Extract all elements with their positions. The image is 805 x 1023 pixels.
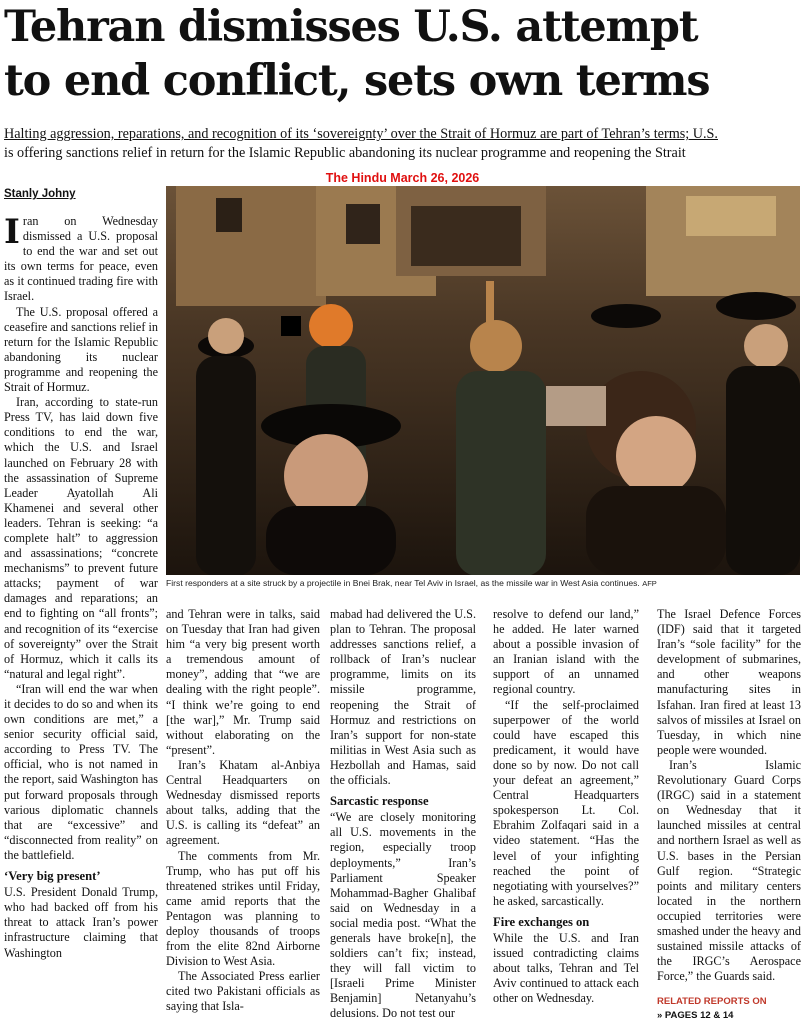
standfirst	[4, 125, 802, 163]
byline: Stanly Johny	[4, 188, 76, 200]
article-column-3	[330, 607, 476, 1022]
related-reports-label: RELATED REPORTS ON	[657, 996, 767, 1007]
dateline: The Hindu March 26, 2026	[325, 171, 480, 185]
photo-credit: AFP	[642, 579, 657, 588]
headline	[4, 0, 804, 108]
paragraph: resolve to defend our land,” he added. He later warned about a possible invasion of an Iranian island with the support of an unnamed regional country.	[493, 607, 639, 697]
paragraph: The Israel Defence Forces (IDF) said that it targeted Iran’s “sole facility” for the development of submarines, and other weapons manufacturing sites in Isfahan. Iran fired at least 13 salvos of missiles at Israel on Tuesday, in which nine people were wounded.	[657, 607, 801, 757]
paragraph: U.S. President Donald Trump, who had backed off from his threat to attack Iran’s power infrastructure claiming that Washington	[4, 885, 158, 960]
article-column-4	[493, 607, 639, 1006]
headline-line-2: to end conflict, sets own terms	[4, 56, 710, 106]
news-photo-illustration	[166, 186, 800, 575]
paragraph: mabad had delivered the U.S. plan to Tehran. The proposal addresses sanctions relief, a rollback of Iran’s nuclear programme, limits on its missile programme, reopening the Strait of Hormuz and restrictions on Iran’s support for non-state militias in West Asia such as Hezbollah and Hamas, said the officials.	[330, 607, 476, 788]
caption-text: First responders at a site struck by a projectile in Bnei Brak, near Tel Aviv in Israel, as the missile war in West Asia continues.	[166, 578, 640, 588]
news-photo	[166, 186, 800, 575]
article-column-2	[166, 607, 320, 1015]
paragraph: The comments from Mr. Trump, who has put off his threatened strikes until Friday, came amid reports that the Pentagon was planning to deploy thousands of troops from the elite 82nd Airborne Division to West Asia.	[166, 848, 320, 969]
drop-cap: I	[4, 212, 20, 252]
lead-paragraph	[4, 214, 158, 305]
paragraph: While the U.S. and Iran issued contradicting claims about talks, Tehran and Tel Aviv continued to attack each other on Wednesday.	[493, 930, 639, 1006]
standfirst-line-1: Halting aggression, reparations, and recognition of its ‘sovereignty’ over the Strait of Hormuz are part of Tehran’s terms; U.S.	[4, 126, 718, 142]
subheading: ‘Very big present’	[4, 869, 101, 884]
related-pages-link[interactable]: » PAGES 12 & 14	[657, 1010, 734, 1021]
paragraph: and Tehran were in talks, said on Tuesday that Iran had given him “a very big present worth a tremendous amount of money”, adding that “we are dealing with the right people”. “I think we’re going to end [the war],” Mr. Trump said without elaborating on the “present”.	[166, 607, 320, 757]
paragraph: “We are closely monitoring all U.S. movements in the region, especially troop deployments,” Iran’s Parliament Speaker Mohammad-Bagher Ghalibaf said on Wednesday in a social media post. “What the generals have broke[n], the soldiers can’t fix; instead, they will fall victim to [Israeli Prime Minister Benjamin] Netanyahu’s delusions. Do not test our	[330, 810, 476, 1021]
article-column-1	[4, 214, 158, 961]
lead-text: ran on Wednesday dismissed a U.S. proposal to end the war and set out its own terms for peace, even as it continued trading fire with Israel.	[4, 214, 158, 304]
paragraph: “Iran will end the war when it decides to do so and when its own conditions are met,” a senior security official said, according to Press TV. The official, who is not named in the report, said Washington has put forward proposals through various diplomatic channels that are “excessive” and “disconnected from reality” on the battlefield.	[4, 681, 158, 862]
paragraph: The Associated Press earlier cited two Pakistani officials as saying that Isla-	[166, 969, 320, 1014]
headline-line-1: Tehran dismisses U.S. attempt	[4, 2, 698, 52]
photo-caption	[166, 578, 802, 588]
subheading: Sarcastic response	[330, 794, 429, 809]
subheading: Fire exchanges on	[493, 914, 590, 929]
standfirst-line-2: is offering sanctions relief in return for the Islamic Republic abandoning its nuclear programme and reopening the Strait	[4, 145, 686, 161]
paragraph: Iran’s Islamic Revolutionary Guard Corps (IRGC) said in a statement on Wednesday that it launched missiles at central and northern Israel as well as U.S. bases in the Persian Gulf region. “Strategic points and military centers located in the northern occupied territories were smashed under the heavy and sustained missile attacks of the IRGC’s Aerospace Force,” the Guards said.	[657, 757, 801, 984]
paragraph: “If the self-proclaimed superpower of the world could have escaped this predicament, it would have done so by now. Do not call your defeat an agreement,” Central Headquarters spokesperson Lt. Col. Ebrahim Zolfaqari said in a video statement. “Has the level of your infighting reached the point of negotiating with yourselves?” he asked, sarcastically.	[493, 697, 639, 908]
article-column-5	[657, 607, 801, 984]
paragraph: The U.S. proposal offered a ceasefire and sanctions relief in return for the Islamic Republic abandoning its nuclear programme and reopening the Strait of Hormuz.	[4, 304, 158, 395]
paragraph: Iran’s Khatam al-Anbiya Central Headquarters on Wednesday dismissed reports about talks, adding that the U.S. is calling its “defeat” an agreement.	[166, 757, 320, 848]
paragraph: Iran, according to state-run Press TV, has laid down five conditions to end the war, which the U.S. and Israel launched on February 28 with the assassination of Supreme Leader Ayatollah Ali Khamenei and several other leaders. Tehran is seeking: “a complete halt” to aggression and assassinations; “concrete mechanisms” to prevent future attacks; payment of war damages and reparations; an end to fighting on “all fronts”; and recognition of its “exercise of sovereignty” over the Strait of Hormuz, which it calls its “natural and legal right”.	[4, 395, 158, 681]
